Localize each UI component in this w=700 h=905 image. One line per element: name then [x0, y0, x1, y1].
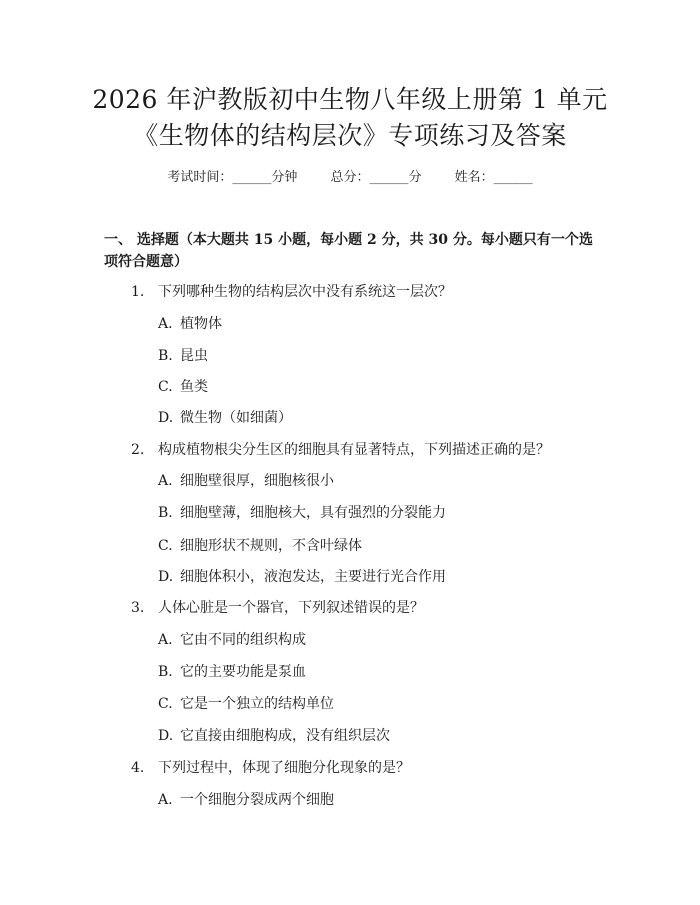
option-text: 细胞体积小，液泡发达，主要进行光合作用 — [180, 569, 446, 585]
option-letter: A. — [158, 316, 173, 332]
exam-time-field: 考试时间：______分钟 — [167, 170, 298, 185]
option-text: 植物体 — [180, 316, 222, 332]
option-text: 它是一个独立的结构单位 — [180, 696, 334, 712]
question-text: 下列过程中，体现了细胞分化现象的是？ — [158, 760, 410, 776]
option-item — [158, 346, 208, 366]
option-text: 细胞形状不规则，不含叶绿体 — [180, 538, 362, 554]
option-item — [158, 471, 334, 491]
question-number: 2. — [131, 442, 145, 458]
option-letter: C. — [158, 696, 173, 712]
question-number: 3. — [131, 600, 145, 616]
page-title-line-2: 《生物体的结构层次》专项练习及答案 — [133, 121, 567, 150]
option-letter: D. — [158, 728, 174, 744]
student-name-field: 姓名：______ — [454, 170, 533, 185]
question-number: 4. — [131, 760, 145, 776]
option-text: 它的主要功能是泵血 — [180, 664, 306, 680]
question-text: 构成植物根尖分生区的细胞具有显著特点，下列描述正确的是？ — [158, 442, 550, 458]
option-item — [158, 694, 334, 714]
option-item — [158, 408, 292, 428]
option-text: 昆虫 — [180, 348, 208, 364]
option-text: 一个细胞分裂成两个细胞 — [180, 792, 334, 808]
option-item — [158, 662, 306, 682]
option-item — [158, 790, 334, 810]
option-letter: A. — [158, 792, 173, 808]
option-item — [158, 567, 446, 587]
option-text: 它由不同的组织构成 — [180, 632, 306, 648]
option-text: 它直接由细胞构成，没有组织层次 — [180, 728, 390, 744]
option-item — [158, 536, 362, 556]
section-header: 一、 选择题（本大题共 15 小题，每小题 2 分，共 30 分。每小题只有一个选项符合题意） — [104, 232, 593, 270]
option-letter: B. — [158, 664, 173, 680]
option-text: 细胞壁很厚，细胞核很小 — [180, 473, 334, 489]
question-text: 下列哪种生物的结构层次中没有系统这一层次？ — [158, 284, 452, 300]
option-letter: B. — [158, 505, 173, 521]
option-letter: D. — [158, 569, 174, 585]
total-score-field: 总分：______分 — [330, 170, 422, 185]
option-letter: C. — [158, 538, 173, 554]
option-text: 细胞壁薄，细胞核大，具有强烈的分裂能力 — [180, 505, 446, 521]
page-title-line-1: 2026 年沪教版初中生物八年级上册第 1 单元 — [92, 85, 608, 114]
option-item — [158, 377, 208, 397]
exam-meta — [0, 168, 700, 188]
question-number: 1. — [131, 284, 145, 300]
question-text: 人体心脏是一个器官，下列叙述错误的是？ — [158, 600, 424, 616]
option-text: 鱼类 — [180, 379, 208, 395]
option-letter: B. — [158, 348, 173, 364]
option-item — [158, 726, 390, 746]
option-text: 微生物（如细菌） — [180, 410, 292, 426]
option-letter: A. — [158, 473, 173, 489]
option-letter: D. — [158, 410, 174, 426]
option-letter: A. — [158, 632, 173, 648]
option-item — [158, 503, 446, 523]
option-item — [158, 630, 306, 650]
option-letter: C. — [158, 379, 173, 395]
option-item — [158, 314, 222, 334]
